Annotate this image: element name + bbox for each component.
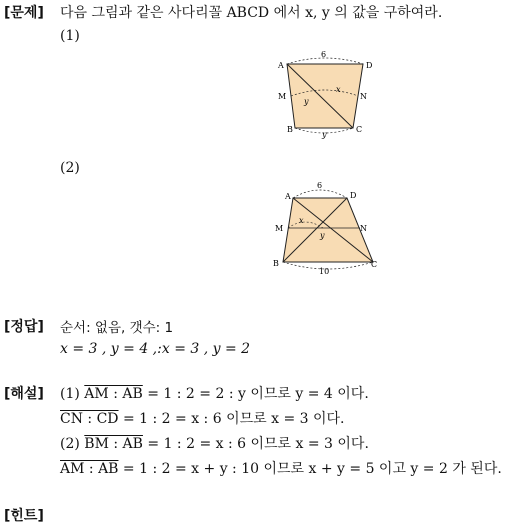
solution-rest-2: = 1 : 2 = x : 6 이므로 x = 3 이다. (122, 411, 345, 427)
solution-line-4 (60, 458, 502, 478)
trapezoid-shape-1 (287, 64, 363, 128)
solution-line-3 (60, 433, 369, 453)
hint-label: [힌트] (4, 508, 44, 524)
vertex-C-1: C (356, 125, 363, 134)
vertex-N-2: N (360, 224, 367, 233)
problem-text: 다음 그림과 같은 사다리꼴 ABCD 에서 x, y 의 값을 구하여라. (60, 5, 443, 21)
solution-line-1 (60, 383, 369, 403)
top-arc-2 (293, 190, 347, 198)
vertex-A-2: A (285, 192, 291, 201)
vertex-N-1: N (360, 92, 367, 101)
problem-label: [문제] (4, 5, 44, 21)
vertex-B-1: B (287, 125, 293, 134)
solution-ratio-2: CN : CD (60, 411, 119, 427)
var-y-1: y (304, 97, 309, 106)
solution-part-1-prefix: (1) (60, 386, 80, 402)
vertex-M-2: M (275, 224, 284, 233)
solution-line-2 (60, 408, 345, 428)
vertex-B-2: B (273, 259, 279, 268)
vertex-A-1: A (278, 61, 284, 70)
vertex-M-1: M (278, 92, 287, 101)
vertex-C-2: C (371, 260, 378, 269)
solution-rest-1: = 1 : 2 = 2 : y 이므로 y = 4 이다. (147, 386, 369, 402)
solution-ratio-4: AM : AB (60, 461, 119, 477)
answer-line: x = 3 , y = 4 ,:x = 3 , y = 2 (60, 341, 251, 357)
var-x-2: x (299, 216, 304, 225)
vertex-D-1: D (366, 61, 373, 70)
var-x-1: x (336, 85, 341, 94)
bottom-var-1: y (322, 130, 327, 139)
trapezoid-figure-2 (265, 178, 385, 278)
vertex-D-2: D (350, 191, 357, 200)
var-y-2: y (320, 231, 325, 240)
part-2-label: (2) (60, 160, 80, 176)
answer-label: [정답] (4, 319, 44, 335)
solution-rest-4: = 1 : 2 = x + y : 10 이므로 x + y = 5 이고 y = 2 가 된다. (122, 461, 502, 477)
top-length-1: 6 (321, 50, 327, 59)
solution-label: [해설] (4, 386, 44, 402)
solution-part-2-prefix: (2) (60, 436, 80, 452)
solution-ratio-1: AM : AB (84, 386, 143, 402)
solution-rest-3: = 1 : 2 = x : 6 이므로 x = 3 이다. (147, 436, 369, 452)
part-1-label: (1) (60, 28, 80, 44)
solution-ratio-3: BM : AB (84, 436, 143, 452)
top-length-2: 6 (317, 181, 323, 190)
trapezoid-figure-1 (270, 48, 380, 144)
bottom-length-2: 10 (319, 267, 330, 276)
answer-order-text: 순서: 없음, 갯수: 1 (60, 320, 174, 336)
